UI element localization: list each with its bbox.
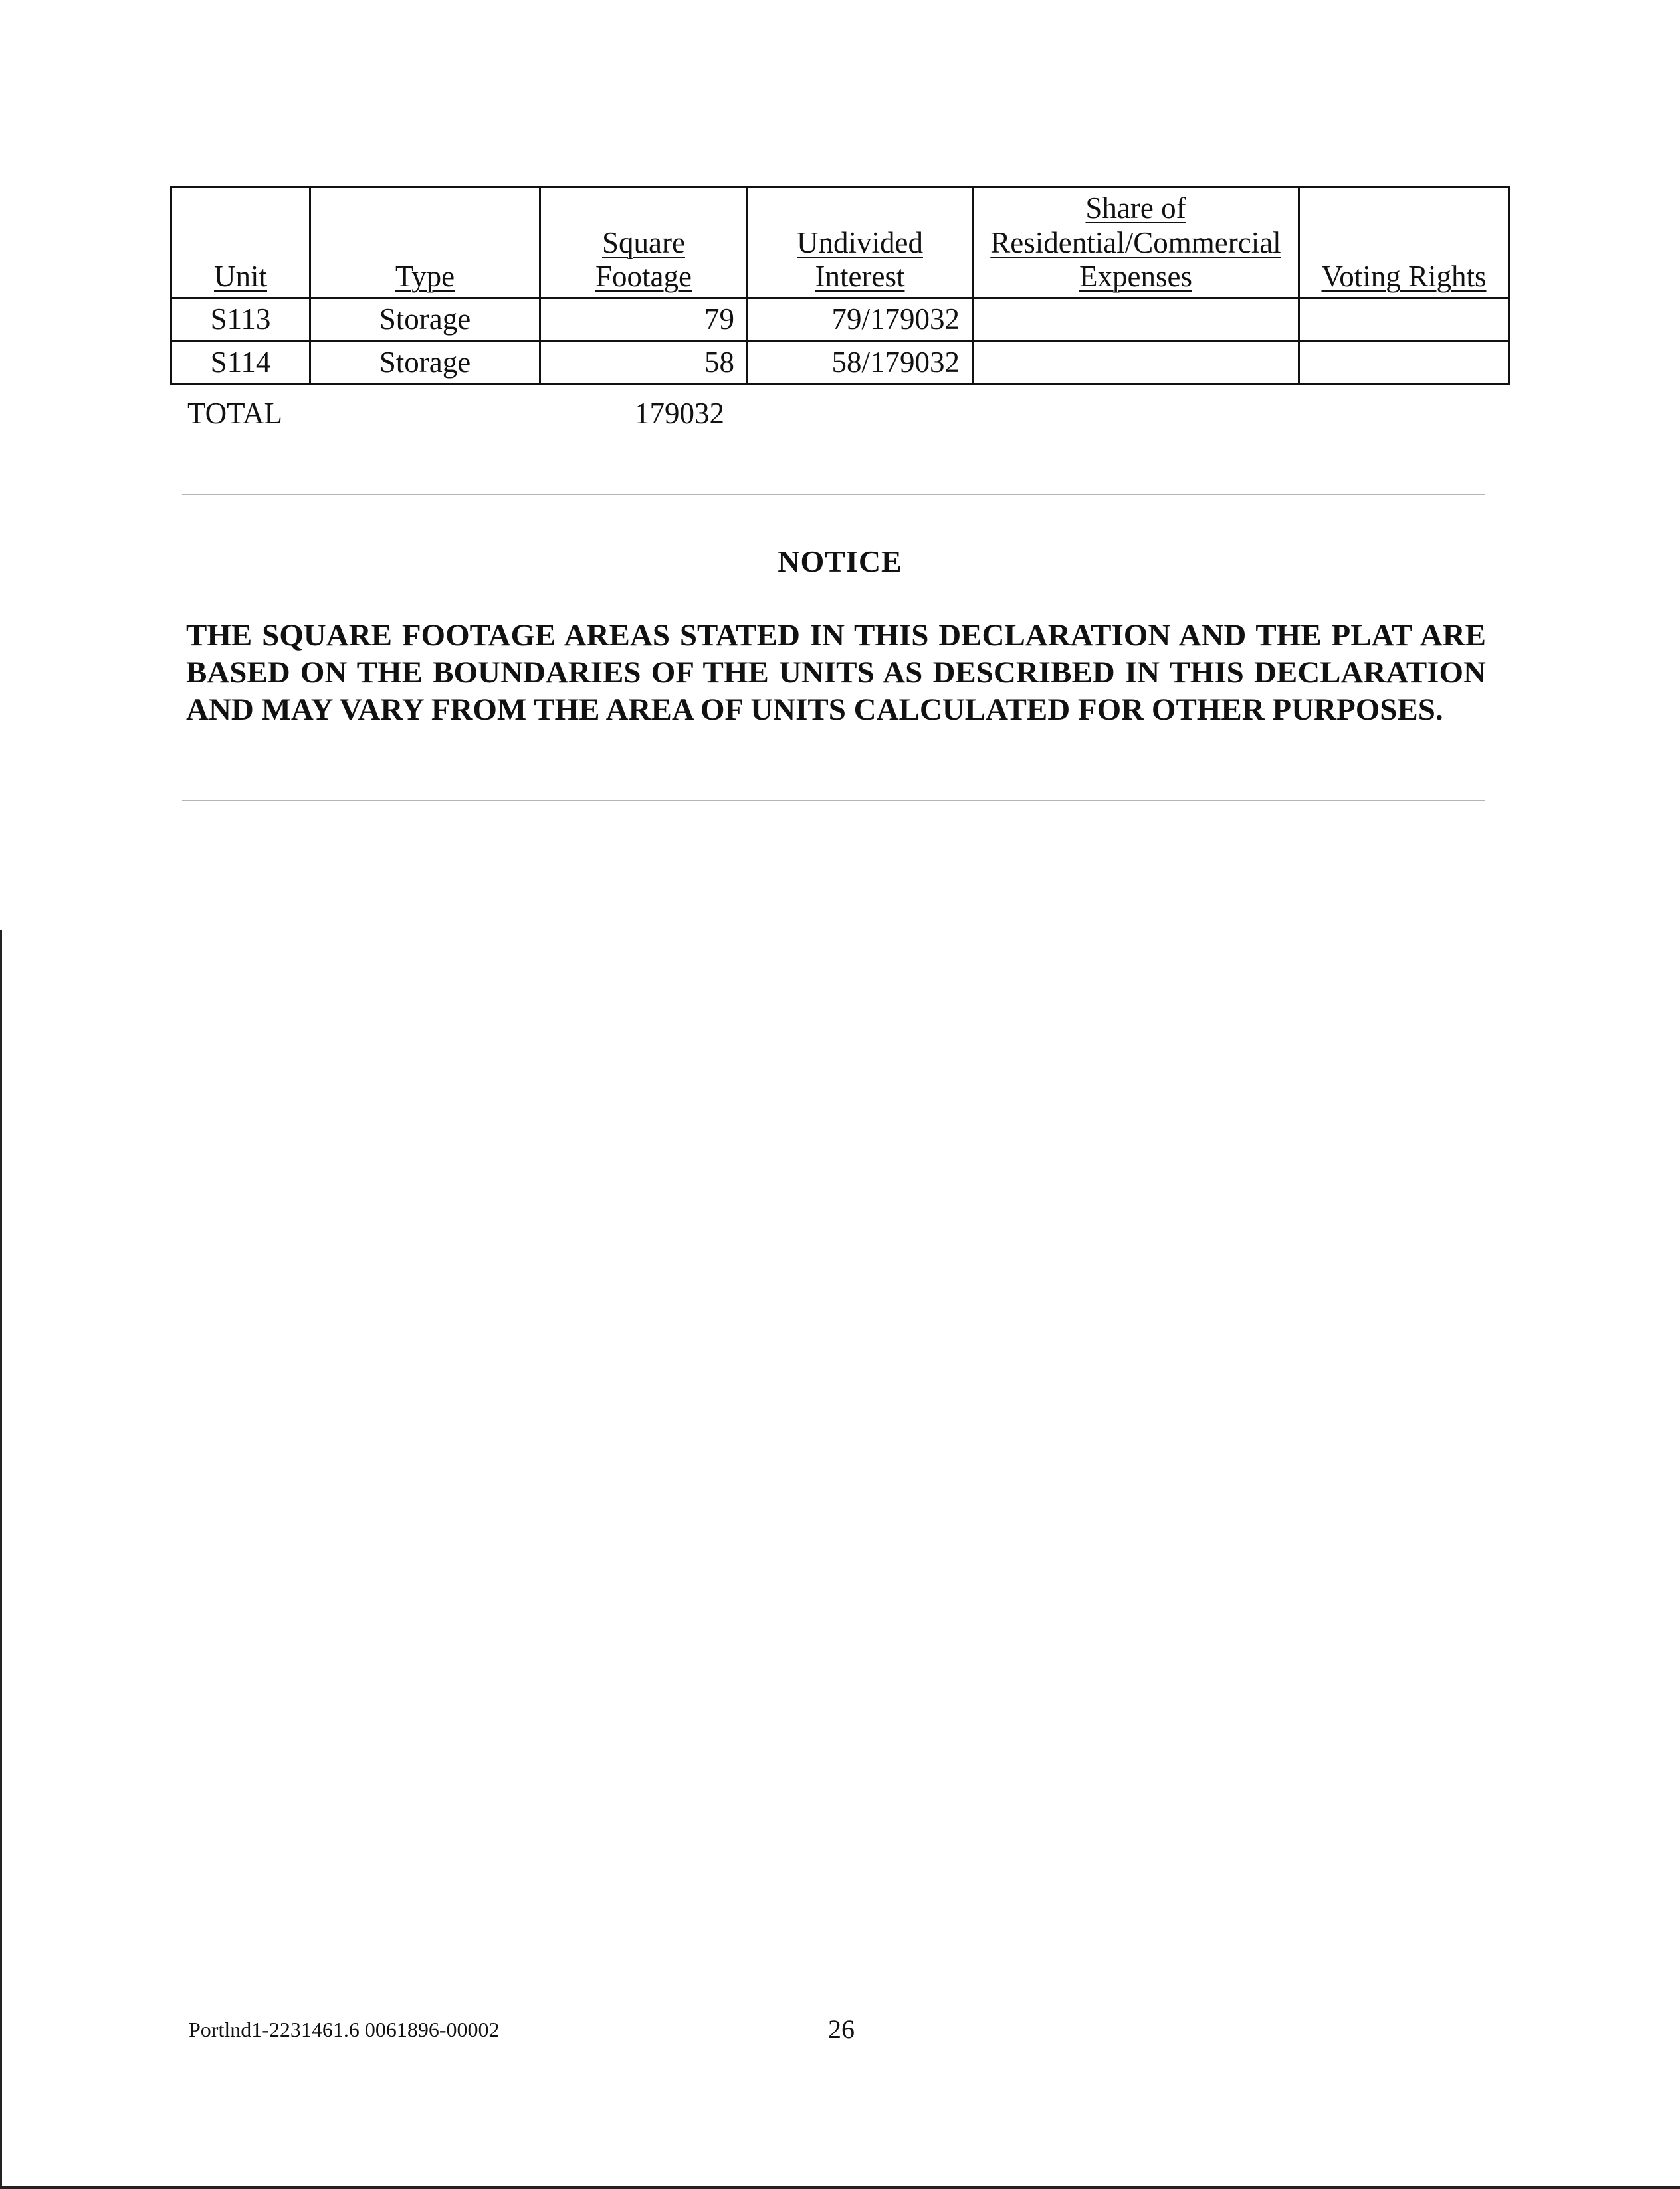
cell-undivided-interest: 79/179032: [748, 298, 973, 342]
table-header-row: [171, 187, 1509, 298]
header-square-footage: Square Footage: [540, 187, 748, 298]
header-unit: Unit: [171, 187, 310, 298]
cell-unit: S113: [171, 298, 310, 342]
total-value: 179032: [635, 397, 724, 430]
page-edge-bottom: [0, 2186, 1680, 2189]
cell-voting-rights: [1299, 298, 1509, 342]
notice-heading: NOTICE: [778, 544, 902, 578]
cell-share-of-expenses: [973, 342, 1299, 385]
header-share-of-expenses: Share of Residential/Commercial Expenses: [973, 187, 1299, 298]
cell-type: Storage: [310, 342, 540, 385]
header-type: Type: [310, 187, 540, 298]
units-table: [170, 186, 1510, 385]
cell-unit: S114: [171, 342, 310, 385]
cell-square-footage: 79: [540, 298, 748, 342]
table-row: [171, 298, 1509, 342]
footer-document-id: Portlnd1-2231461.6 0061896-00002: [189, 2018, 500, 2041]
cell-type: Storage: [310, 298, 540, 342]
header-voting-rights: Voting Rights: [1299, 187, 1509, 298]
header-undivided-interest: Undivided Interest: [748, 187, 973, 298]
cell-undivided-interest: 58/179032: [748, 342, 973, 385]
cell-share-of-expenses: [973, 298, 1299, 342]
divider-bottom: [182, 800, 1485, 801]
cell-square-footage: 58: [540, 342, 748, 385]
cell-voting-rights: [1299, 342, 1509, 385]
total-label: TOTAL: [187, 397, 283, 430]
notice-body: THE SQUARE FOOTAGE AREAS STATED IN THIS DECLARATION AND THE PLAT ARE BASED ON THE BOUNDARIES OF THE UNITS AS DESCRIBED IN THIS DECLARATION AND MAY VARY FROM THE AREA OF UNITS CALCULATED FOR OTHER PURPOSES.: [186, 618, 1486, 727]
page-edge-left: [0, 930, 2, 2189]
divider-top: [182, 494, 1485, 495]
table-row: [171, 342, 1509, 385]
page-number: 26: [828, 2014, 855, 2044]
